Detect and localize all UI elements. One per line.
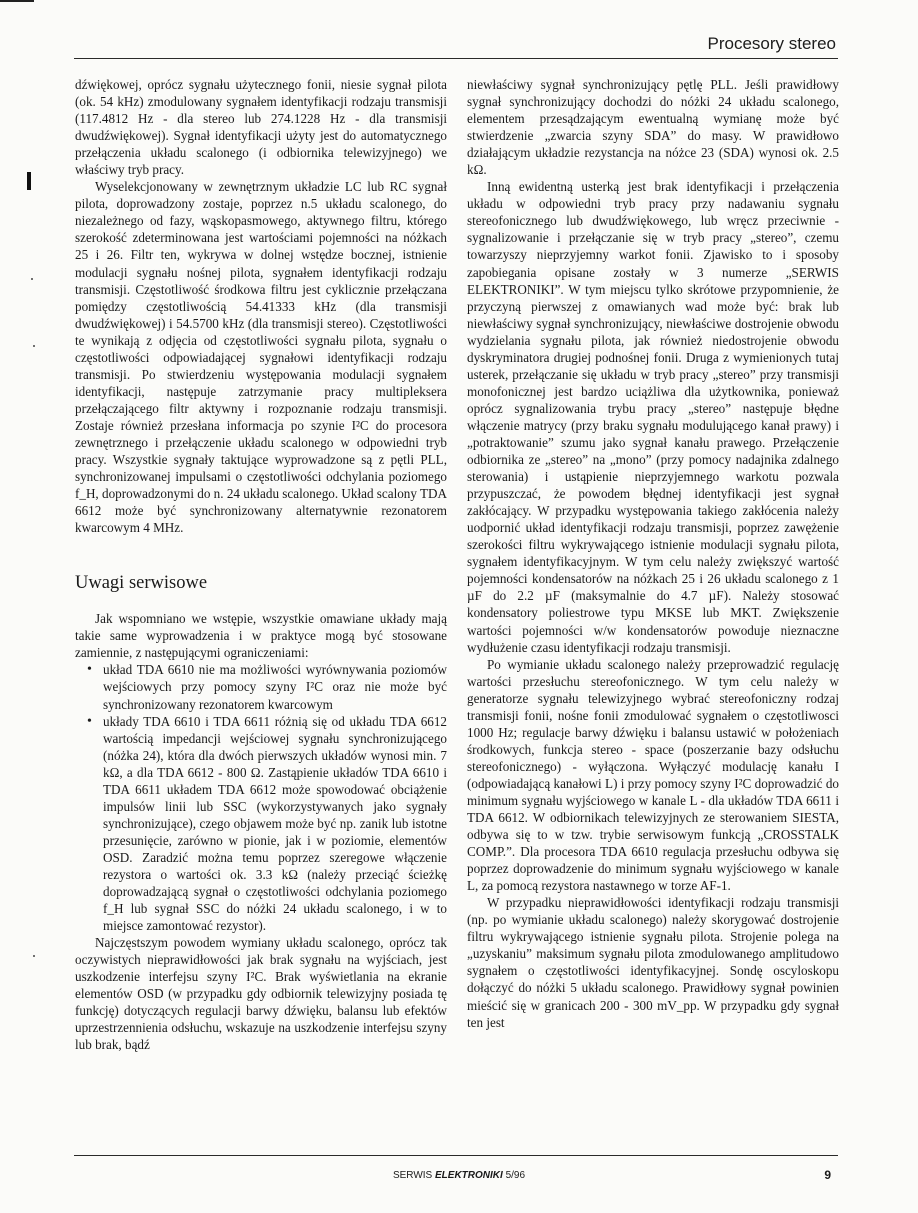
page-number: 9 [824,1168,831,1182]
paragraph: W przypadku nieprawidłowości identyfikacji rodzaju transmisji (np. po wymianie układu scalonego) należy skorygować dostrojenie filtru wykrywającego istnienie sygnału pilota. Strojenie polega na „uzyskaniu” maksimum sygnału pilota zmodulowanego amplitudowo sygnałem o częstotliwości identyfikacyjnej. Sondę oscyloskopu dołączyć do nóżki 5 układu scalonego. Prawidłowy sygnał powinien mieścić się w granicach 200 - 300 mV_pp. W przypadku gdy sygnał ten jest [467,895,839,1030]
section-heading: Uwagi serwisowe [75,573,208,594]
corner-crop-mark [0,0,34,2]
margin-dot [31,278,33,280]
margin-bar-mark [27,172,31,190]
paragraph: Najczęstszym powodem wymiany układu scalonego, oprócz tak oczywistych nieprawidłowości jak brak sygnału na wyjściach, jest uszkodzenie interfejsu szyny I²C. Brak wyświetlania na ekranie elementów OSD (w przypadku gdy odbiornik telewizyjny posiada tę funkcję) dotyczących regulacji barwy dźwięku, balansu lub efektów uprzestrzennienia odsłuchu, wskazuje na uszkodzenie interfejsu szyny lub brak, bądź [75,935,447,1053]
list-item: • układy TDA 6610 i TDA 6611 różnią się od układu TDA 6612 wartością impedancji wejściowej sygnału synchronizującego (nóżka 24), która dla dwóch pierwszych układów wynosi min. 7 kΩ, a dla TDA 6612 - 800 Ω. Zastąpienie układów TDA 6610 i TDA 6611 układem TDA 6612 może spowodować obciążenie impulsów linii lub SSC (wykorzystywanych jako sygnały synchronizujące), czego objawem może być np. zanik lub istotne przesunięcie, zarówno w pionie, jak i w poziomie, elementów OSD. Zaradzić można temu poprzez szeregowe włączenie rezystora o wartości ok. 3.3 kΩ (należy przeciąć ścieżkę doprowadzającą sygnał o częstotliwości odchylania poziomego f_H lub sygnał SSC do nóżki 24 układu scalonego, i w to miejsce zamontować rezystor). [75,713,447,935]
paragraph: Inną ewidentną usterką jest brak identyfikacji i przełączenia układu w odpowiedni tryb pracy przy nadawaniu sygnału stereofonicznego lub dwudźwiękowego, lub wręcz przeciwnie - sygnalizowanie i przełączanie się w tryb pracy „stereo”, czemu towarzyszy nieprzyjemny warkot fonii. Zjawisko to i sposoby zapobiegania opisane zostały w 3 numerze „SERWIS ELEKTRONIKI”. W tym miejscu tylko skrótowe przypomnienie, że przyczyną pierwszej z omawianych wad może być: brak lub niewłaściwy sygnał synchronizujący, niewłaściwe dostrojenie obwodu wydzielania sygnału pilota, jak również niedostrojenie obwodu dyskryminatora drugiej podnośnej fonii. Druga z wymienionych tutaj usterek, przełączanie się układu w tryb pracy „stereo” przy transmisji monofonicznej jest bardzo uciążliwa dla użytkownika, ponieważ oprócz sygnalizowania trybu pracy „stereo” następuje błędne włączenie matrycy (przy braku sygnału modulującego kanał prawy) i „potraktowanie” szumu jako sygnał kanału prawego. Przełączenie odbiornika ze „stereo” na „mono” (przy pomocy nadajnika zdalnego sterowania) i ustąpienie nieprzyjemnego warkotu pozwala przypuszczać, że powodem błędnej identyfikacji jest sygnał zakłócający. W przypadku występowania takiego zakłócenia należy uodpornić układ identyfikacji rodzaju transmisji, poprzez zawężenie szerokości filtru wykrywającego istnienie modulacji sygnału pilota, sygnałem identyfikacyjnym. W tym celu należy zwiększyć wartość pojemności kondensatorów na nóżkach 25 i 26 układu scalonego z 1 µF do 2.2 µF (maksymalnie do 4.7 µF). Należy stosować kondensatory poliestrowe typu MKSE lub MKT. Zwiększenie wartości pojemności w/w kondensatorów powoduje nieznaczne wydłużenie czasu identyfikacji rodzaju transmisji. [467,179,839,655]
paragraph: niewłaściwy sygnał synchronizujący pętlę PLL. Jeśli prawidłowy sygnał synchronizujący dochodzi do nóżki 24 układu scalonego, elementem przesądzającym ewentualną wymianę może być stwierdzenie „zwarcia szyny SDA” do masy. W prawidłowo działającym układzie rezystancja na nóżce 23 (SDA) wynosi ok. 2.5 kΩ. [467,77,839,178]
right-column [467,76,839,1031]
header-rule [74,58,838,59]
left-column [75,76,447,1053]
footer-magazine [0,1170,918,1181]
paragraph: dźwiękowej, oprócz sygnału użytecznego fonii, niesie sygnał pilota (ok. 54 kHz) zmodulowany sygnałem identyfikacji rodzaju transmisji (117.4812 Hz - dla stereo lub 274.1228 Hz - dla transmisji dwudźwiękowej). Sygnał identyfikacji użyty jest do automatycznego przełączenia układu scalonego (i odbiornika telewizyjnego) we właściwy tryb pracy. [75,77,447,178]
bullet-list [75,661,447,934]
list-item: • układ TDA 6610 nie ma możliwości wyrównywania poziomów wejściowych przy pomocy szyny I²C oraz nie może być synchronizowany rezonatorem kwarcowym [75,661,447,712]
paragraph: Wyselekcjonowany w zewnętrznym układzie LC lub RC sygnał pilota, doprowadzony zostaje, poprzez n.5 układu scalonego, do niezależnego od fazy, wąskopasmowego, aktywnego filtru, którego szerokość zdeterminowana jest wartościami pojemności na nóżkach 25 i 26. Filtr ten, wykrywa w dolnej wstędze bocznej, istnienie modulacji sygnału nośnej pilota, sygnałem identyfikacji rodzaju transmisji. Częstotliwość środkowa filtru jest cyklicznie przełączana pomiędzy częstotliwością 54.41333 kHz (dla transmisji dwudźwiękowej) i 54.5700 kHz (dla transmisji stereo). Częstotliwości te wynikają z odjęcia od częstotliwości sygnału pilota, sygnału o częstotliwości odpowiadającej sygnałowi identyfikacji rodzaju transmisji. Po stwierdzeniu występowania modulacji sygnałem identyfikacji, następuje zatrzymanie pracy multipleksera przełączającego filtr aktywny i rozpoznanie rodzaju transmisji. Zostaje również przesłana informacja po szynie I²C do procesora zewnętrznego i przełączenie układu scalonego w odpowiedni tryb pracy. Wszystkie sygnały taktujące wyprowadzone są z pętli PLL, synchronizowanej impulsami o częstotliwości odchylania poziomego f_H, doprowadzonymi do n. 24 układu scalonego. Układ scalony TDA 6612 może być synchronizowany alternatywnie rezonatorem kwarcowym 4 MHz. [75,179,448,536]
running-header-title: Procesory stereo [707,34,836,53]
issue-number: 5/96 [505,1170,526,1181]
magazine-prefix: SERWIS [392,1170,433,1181]
margin-dot [33,345,35,347]
footer-rule [74,1155,838,1156]
magazine-brand: ELEKTRONIKI [435,1170,503,1181]
margin-dot [33,955,35,957]
paragraph: Jak wspomniano we wstępie, wszystkie omawiane układy mają takie same wyprowadzenia i w praktyce mogą być stosowane zamiennie, z następującymi ograniczeniami: [75,611,447,661]
paragraph: Po wymianie układu scalonego należy przeprowadzić regulację wartości przesłuchu stereofonicznego. W tym celu należy w generatorze sygnału telewizyjnego wybrać stereofoniczny rodzaj transmisji fonii, nośne fonii zmodulować sygnałem o częstotliwosci 1000 Hz; regulacje barwy dźwięku i balansu ustawić w położeniach środkowych, funkcja stereo - space (poszerzanie bazy odsłuchu stereofonicznego) - wyłączona. Wyłączyć modulację kanału I (odpowiadającą kanałowi L) i przy pomocy szyny I²C doprowadzić do minimum sygnału wyjściowego w kanale L - dla układów TDA 6611 i TDA 6612. W odbiornikach telewizyjnych ze sterowaniem SIESTA, odbywa się to w tzw. trybie serwisowym funkcją „CROSSTALK COMP.”. Dla procesora TDA 6610 regulacja przesłuchu odbywa się poprzez doprowadzenie do minimum sygnału wyjściowego w kanale L, za pomocą rezystora nastawnego w torze AF-1. [467,656,839,894]
